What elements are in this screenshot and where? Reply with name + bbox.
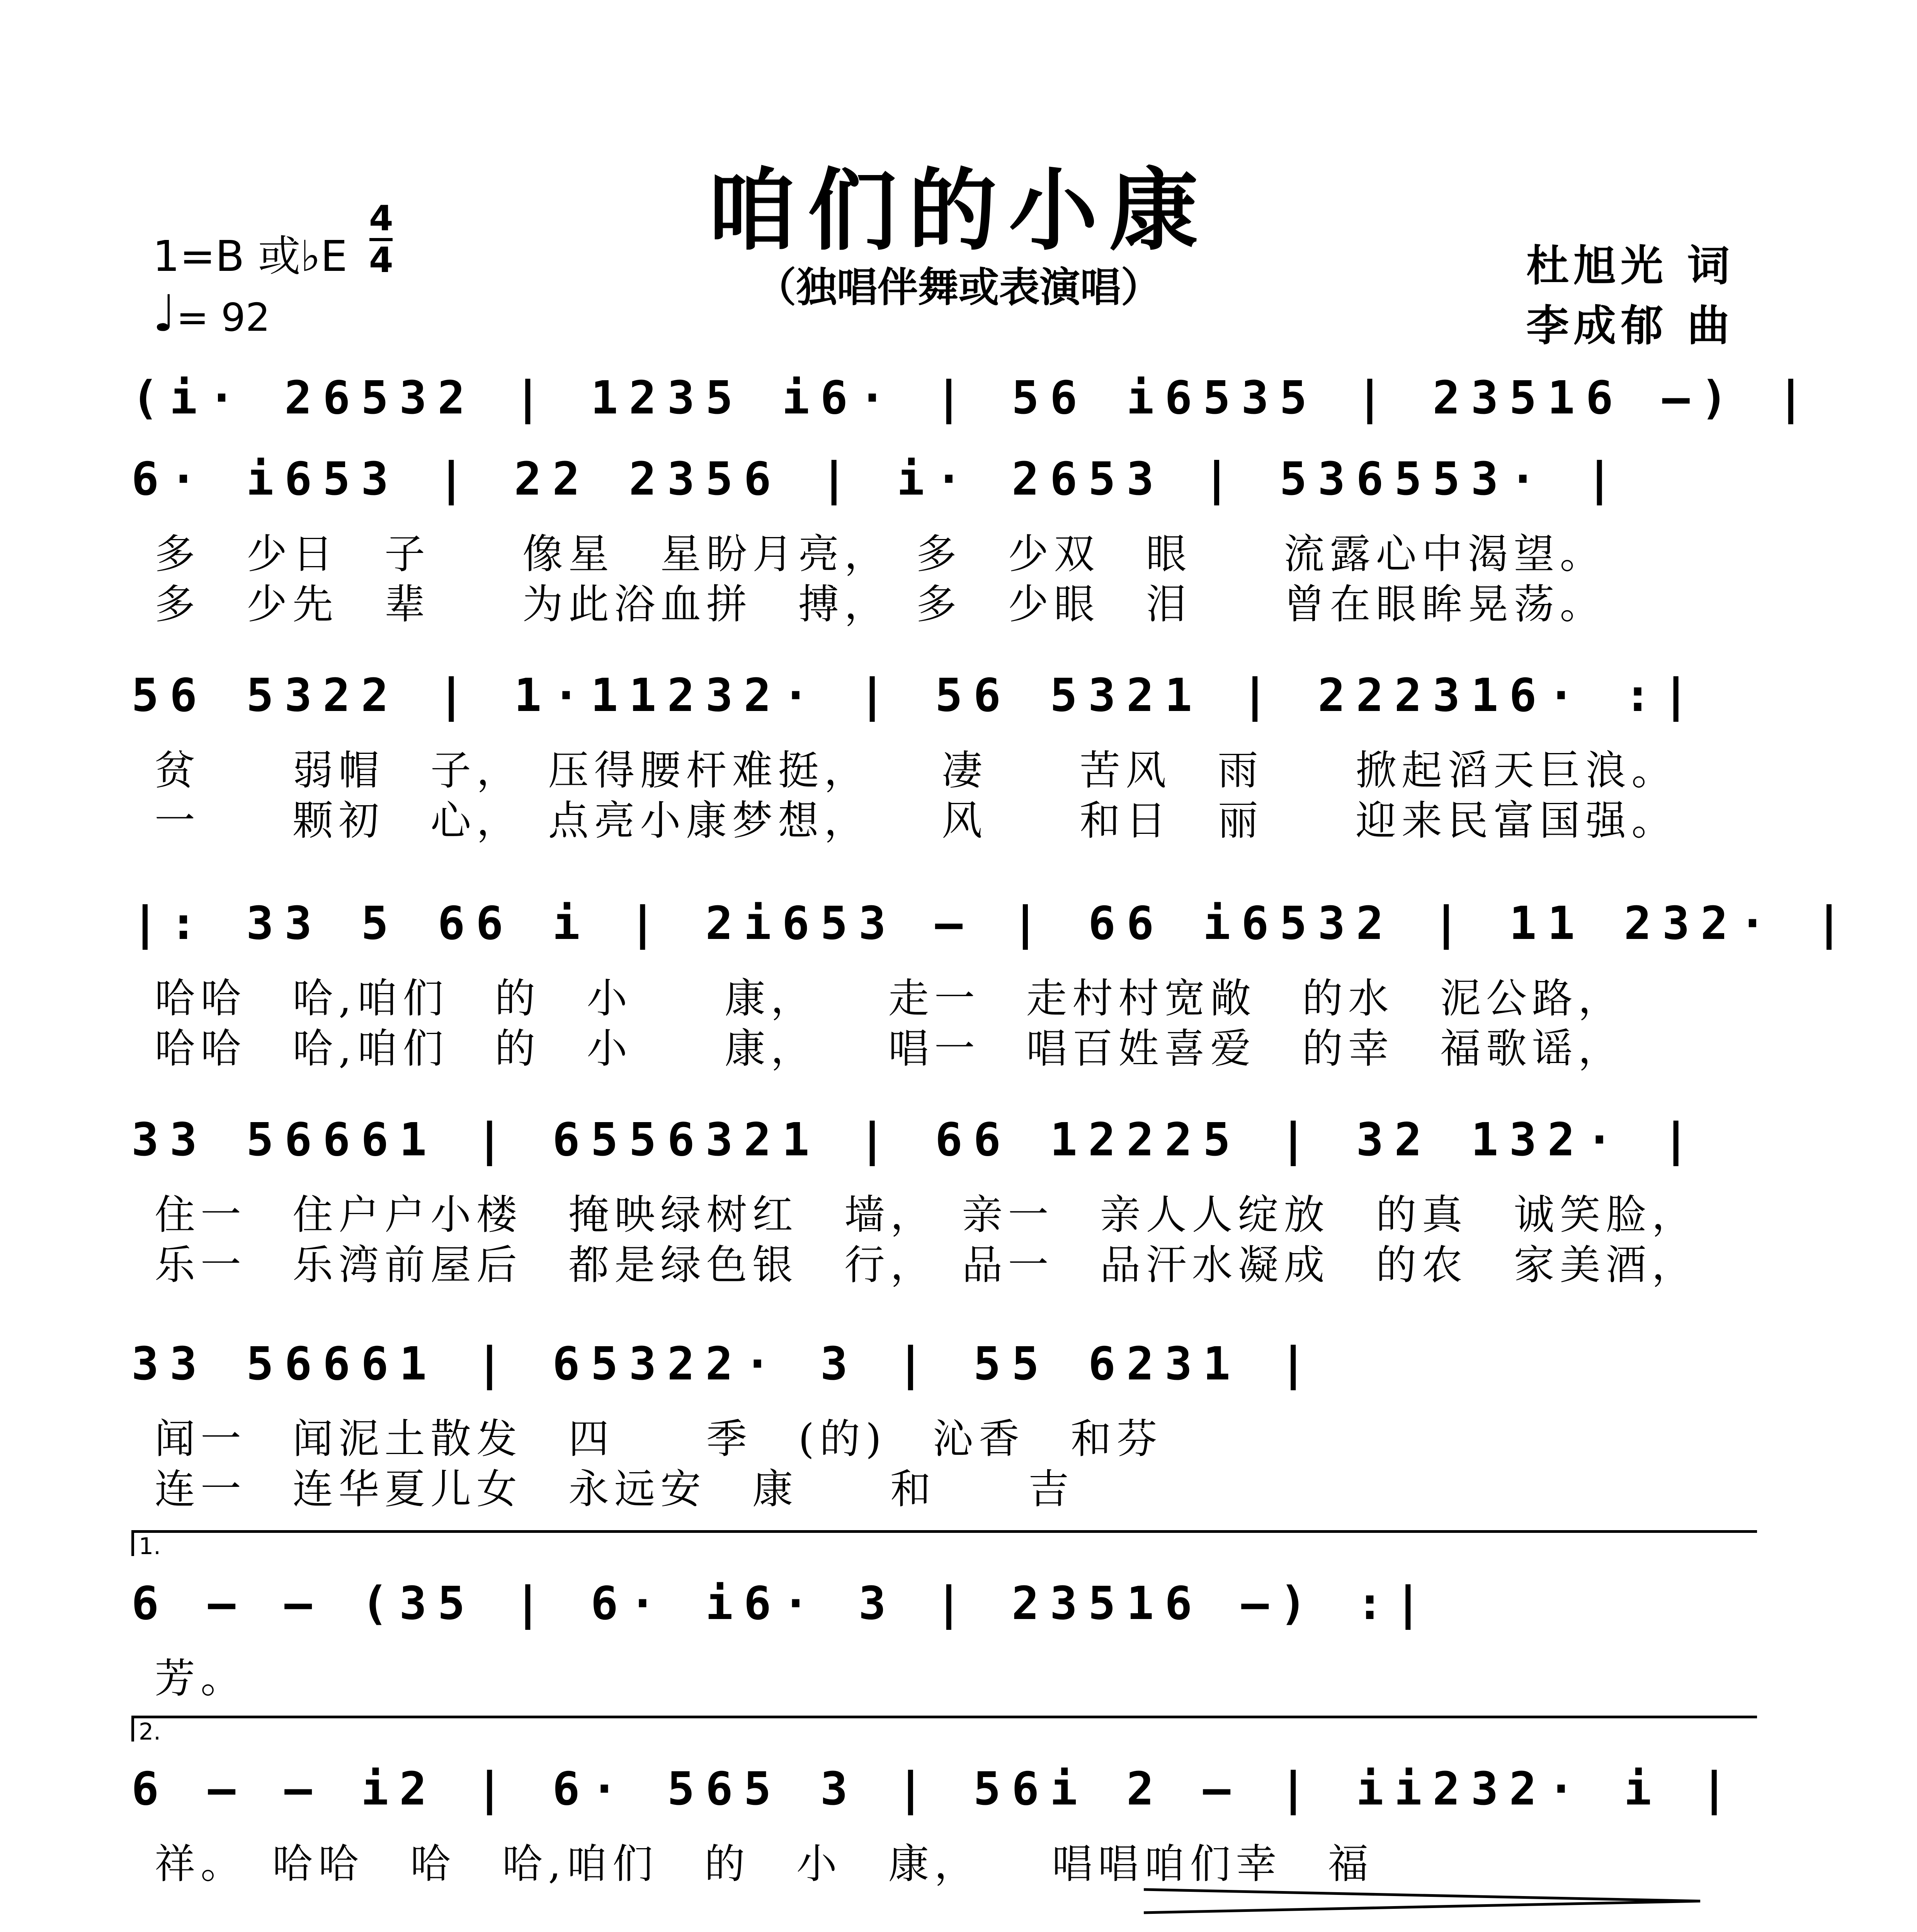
composer-credit: 李成郁 曲 xyxy=(1526,301,1735,350)
volta-number: 2. xyxy=(139,1718,161,1745)
lyric-verse-1: 哈哈 哈,咱们 的 小 康， 走一 走村村宽敞 的水 泥公路， xyxy=(155,975,1624,1022)
score-system-5 xyxy=(131,1113,1789,1289)
tempo-marking xyxy=(153,284,270,343)
lyricist-credit: 杜旭光 词 xyxy=(1526,241,1735,291)
notation-line: 33 56661 | 6556321 | 66 12225 | 32 132· | xyxy=(131,1113,1701,1166)
lyric-verse-1: 闻一 闻泥土散发 四 季 (的) 沁香 和芬 xyxy=(155,1415,1163,1463)
page-title: 咱们的小康 xyxy=(707,158,1210,263)
notation-line: 56 5322 | 1·11232· | 56 5321 | 222316· :| xyxy=(131,668,1701,722)
tempo-value: = 92 xyxy=(176,295,270,340)
score-system-2 xyxy=(131,452,1789,628)
time-signature xyxy=(369,198,393,281)
notation-line: 6 — — i2 | 6· 565 3 | 56i 2 — | ii232· i | xyxy=(131,1762,1739,1815)
lyric-verse-1: 贫 弱帽 子， 压得腰杆难挺， 凄 苦风 雨 掀起滔天巨浪。 xyxy=(155,747,1678,794)
notation-line: (i· 26532 | 1235 i6· | 56 i6535 | 23516 —) | xyxy=(131,371,1815,424)
score-system-8 xyxy=(131,1762,1789,1888)
lyric-verse-1: 住一 住户户小楼 掩映绿树红 墙， 亲一 亲人人绽放 的真 诚笑脸， xyxy=(155,1191,1698,1238)
lyric-verse-1: 多 少日 子 像星 星盼月亮， 多 少双 眼 流露心中渴望。 xyxy=(155,531,1606,578)
lyric-verse-2: 多 少先 辈 为此浴血拼 搏， 多 少眼 泪 曾在眼眸晃荡。 xyxy=(155,581,1606,628)
subtitle: （独唱伴舞或表演唱） xyxy=(755,264,1162,311)
key-signature: 1=B 或♭E xyxy=(153,231,347,281)
volta-number: 1. xyxy=(139,1533,161,1560)
score-system-4 xyxy=(131,896,1854,1072)
lyric-verse-1: 祥。 哈哈 哈 哈,咱们 的 小 康， 唱唱咱们幸 福 xyxy=(155,1840,1374,1888)
lyric-verse-1: 芳。 xyxy=(155,1655,247,1702)
lyric-verse-2: 乐一 乐湾前屋后 都是绿色银 行， 品一 品汗水凝成 的农 家美酒， xyxy=(155,1242,1698,1289)
volta-bracket-1 xyxy=(131,1530,1757,1560)
notation-line: 33 56661 | 65322· 3 | 55 6231 | xyxy=(131,1337,1318,1390)
score-system-3 xyxy=(131,668,1789,844)
notation-line: 6 — — (35 | 6· i6· 3 | 23516 —) :| xyxy=(131,1577,1433,1630)
volta-bracket-2 xyxy=(131,1716,1757,1745)
lyric-verse-2: 哈哈 哈,咱们 的 小 康， 唱一 唱百姓喜爱 的幸 福歌谣， xyxy=(155,1025,1624,1072)
time-signature-top: 4 xyxy=(369,198,393,239)
notation-line: |: 33 5 66 i | 2i653 — | 66 i6532 | 11 232· | xyxy=(131,896,1854,950)
lyric-verse-2: 一 颗初 心， 点亮小康梦想， 风 和日 丽 迎来民富国强。 xyxy=(155,797,1678,844)
notation-line: 6· i653 | 22 2356 | i· 2653 | 536553· | xyxy=(131,452,1624,505)
time-signature-bottom: 4 xyxy=(369,240,393,281)
score-system-6 xyxy=(131,1337,1789,1513)
crescendo-hairpin xyxy=(1144,1886,1704,1917)
quarter-note-icon: ♩ xyxy=(153,284,177,343)
lyric-verse-2: 连一 连华夏儿女 永远安 康 和 吉 xyxy=(155,1466,1075,1513)
score-system-7 xyxy=(131,1577,1789,1702)
